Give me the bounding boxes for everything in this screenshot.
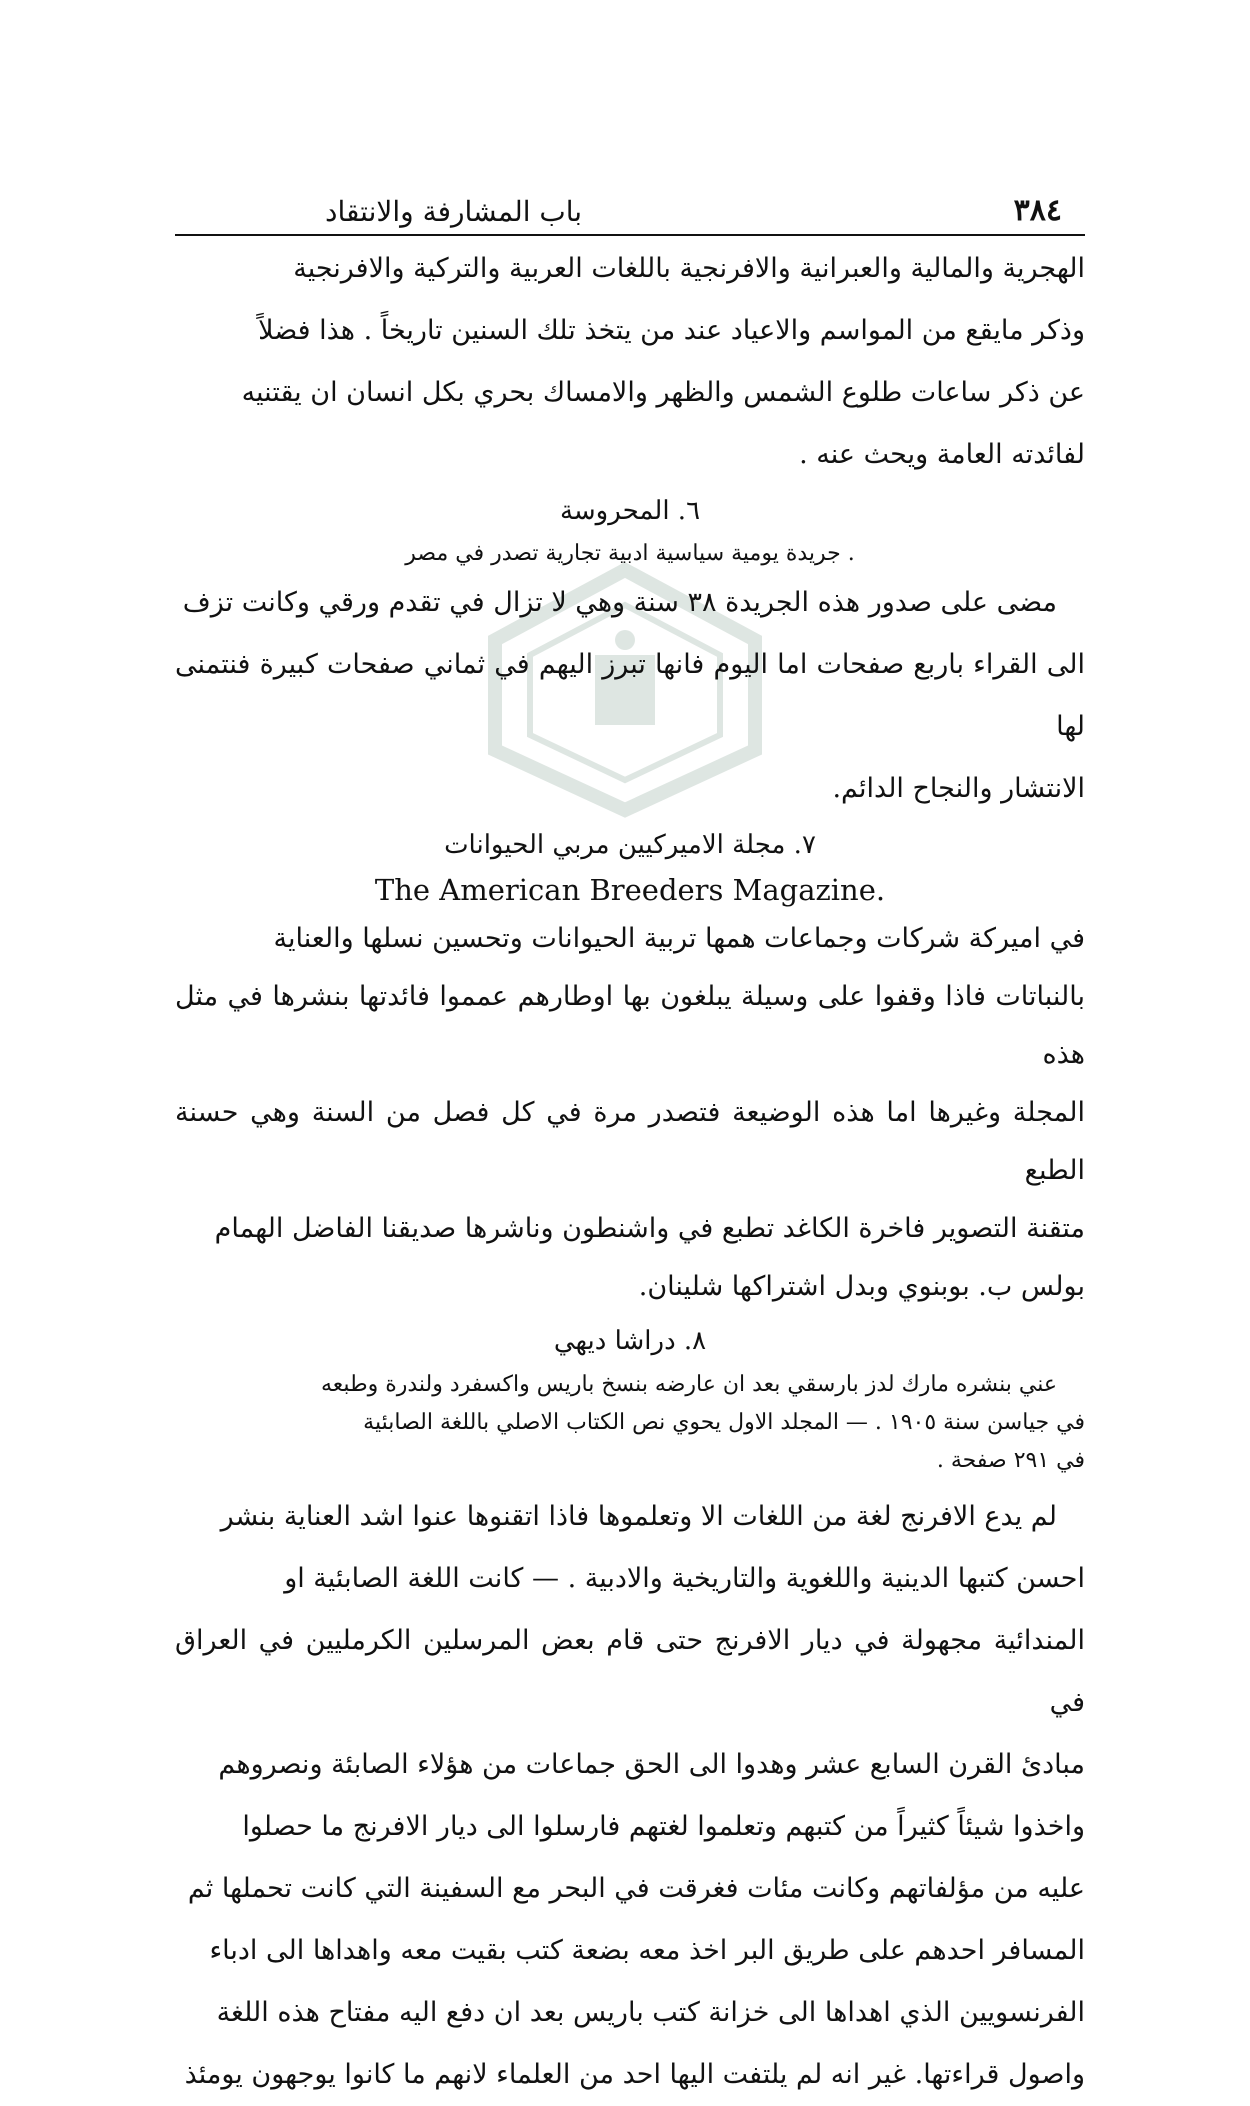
text-line: الى القراء باربع صفحات اما اليوم فانها تبرز اليهم في ثماني صفحات كبيرة فنتمنى لها [175,649,1085,742]
text-line: لم يدع الافرنج لغة من اللغات الا وتعلموها فاذا اتقنوها عنوا اشد العناية بنشر [220,1501,1057,1532]
text-line: الهجرية والمالية والعبرانية والافرنجية باللغات العربية والتركية والافرنجية [293,253,1085,284]
section-6-title: ٦. المحروسة [559,496,701,526]
section-6-paragraph [175,572,1085,820]
text-line: عليه من مؤلفاتهم وكانت مئات فغرقت في البحر مع السفينة التي كانت تحملها ثم [187,1873,1085,1904]
section-8-paragraph [175,1366,1085,1480]
text-line: بولس ب. بوبنوي وبدل اشتراكها شلينان. [638,1271,1085,1302]
text-line: الفرنسويين الذي اهداها الى خزانة كتب باريس بعد ان دفع اليه مفتاح هذه اللغة [216,1997,1085,2028]
document-page [175,170,1085,2106]
body-paragraph [175,1486,1085,2106]
section-7-paragraph [175,910,1085,1316]
text-line: متقنة التصوير فاخرة الكاغد تطبع في واشنطون وناشرها صديقنا الفاضل الهمام [214,1213,1085,1244]
intro-paragraph [175,238,1085,486]
running-header [175,170,1085,236]
text-line: احسن كتبها الدينية واللغوية والتاريخية والادبية . — كانت اللغة الصابئية او [284,1563,1085,1594]
text-line: بالنباتات فاذا وقفوا على وسيلة يبلغون بها اوطارهم عمموا فائدتها بنشرها في مثل هذه [175,981,1085,1070]
text-line: الانتشار والنجاح الدائم. [832,773,1085,804]
running-title: باب المشارفة والانتقاد [325,195,583,228]
text-line: عني بنشره مارك لدز بارسقي بعد ان عارضه بنسخ باريس واكسفرد ولندرة وطبعه [321,1372,1057,1397]
text-line: في اميركة شركات وجماعات همها تربية الحيوانات وتحسين نسلها والعناية [273,923,1085,954]
text-line: وذكر مايقع من المواسم والاعياد عند من يتخذ تلك السنين تاريخاً . هذا فضلاً [258,315,1085,346]
section-7-title: ٧. مجلة الاميركيين مربي الحيوانات [444,830,816,860]
section-7-latin-title: The American Breeders Magazine. [374,873,886,907]
section-8-title: ٨. دراشا ديهي [553,1326,707,1356]
text-line: مضى على صدور هذه الجريدة ٣٨ سنة وهي لا تزال في تقدم ورقي وكانت تزف [182,587,1057,618]
page-number: ٣٨٤ [1013,193,1062,228]
text-line: لفائدته العامة ويحث عنه . [799,439,1085,470]
text-line: عن ذكر ساعات طلوع الشمس والظهر والامساك بحري بكل انسان ان يقتنيه [241,377,1085,408]
section-6-subtitle: . جريدة يومية سياسية ادبية تجارية تصدر في مصر [405,541,855,566]
text-line: المجلة وغيرها اما هذه الوضيعة فتصدر مرة في كل فصل من السنة وهي حسنة الطبع [175,1097,1085,1186]
text-line: واصول قراءتها. غير انه لم يلتفت اليها احد من العلماء لانهم ما كانوا يوجهون يومئذ [184,2059,1085,2090]
text-line: واخذوا شيئاً كثيراً من كتبهم وتعلموا لغتهم فارسلوا الى ديار الافرنج ما حصلوا [242,1811,1085,1842]
text-line: المسافر احدهم على طريق البر اخذ معه بضعة كتب بقيت معه واهداها الى ادباء [209,1935,1085,1966]
text-line: المندائية مجهولة في ديار الافرنج حتى قام بعض المرسلين الكرمليين في العراق في [175,1625,1085,1718]
text-line: في ٢٩١ صفحة . [936,1448,1085,1473]
text-line: مبادئ القرن السابع عشر وهدوا الى الحق جماعات من هؤلاء الصابئة ونصروهم [218,1749,1085,1780]
text-line: في جياسن سنة ١٩٠٥ . — المجلد الاول يحوي نص الكتاب الاصلي باللغة الصابئية [363,1410,1085,1435]
